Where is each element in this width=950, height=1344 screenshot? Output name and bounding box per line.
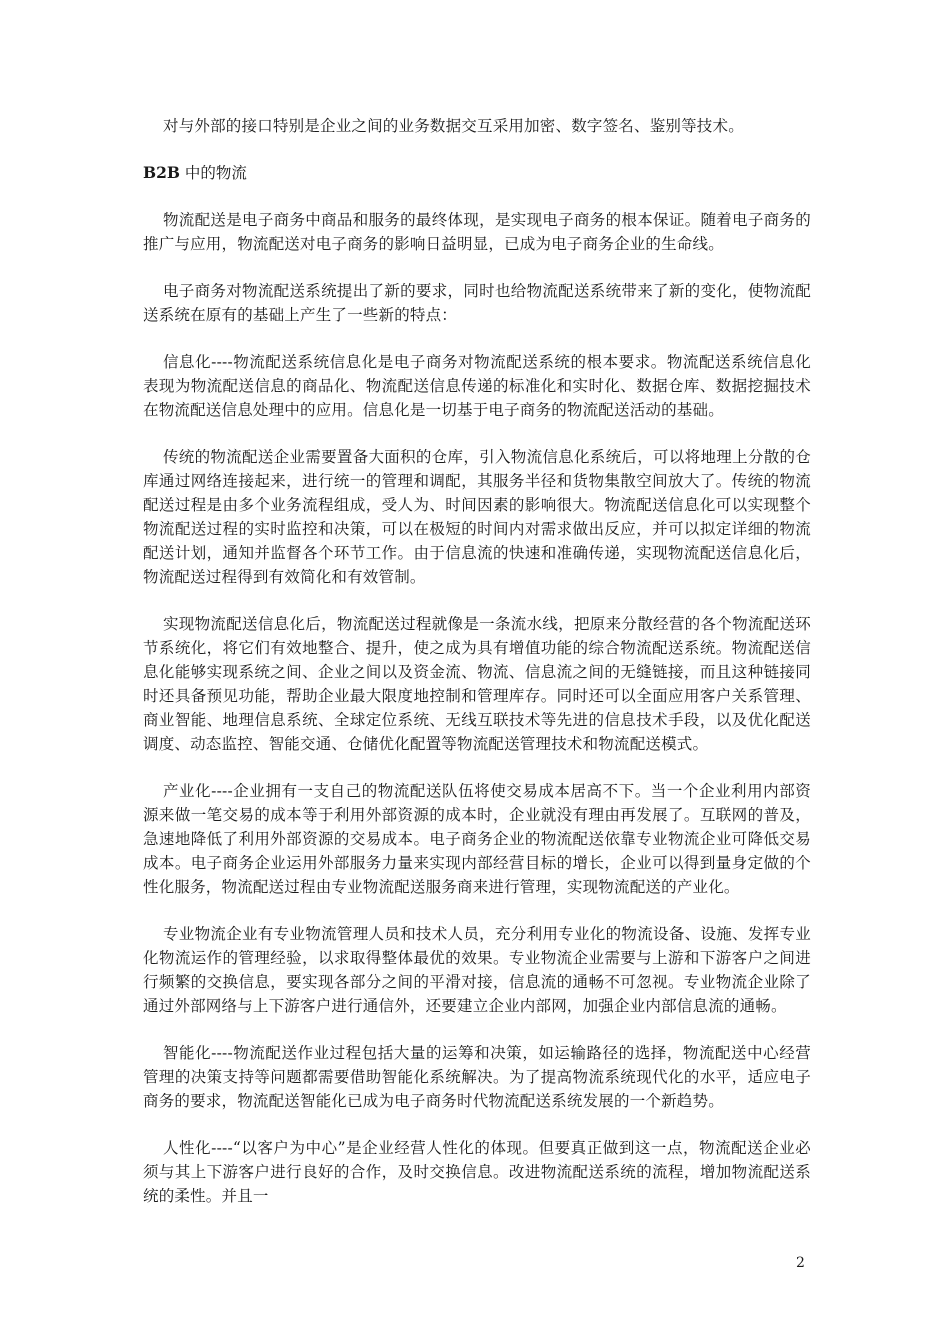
document-page [143,114,811,1231]
page-number: 2 [796,1255,805,1271]
paragraph: 传统的物流配送企业需要置备大面积的仓库，引入物流信息化系统后，可以将地理上分散的仓库通过网络连接起来，进行统一的管理和调配，其服务半径和货物集散空间放大了。传统的物流配送过程是由多个业务流程组成，受人为、时间因素的影响很大。物流配送信息化可以实现整个物流配送过程的实时监控和决策，可以在极短的时间内对需求做出反应，并可以拟定详细的物流配送计划，通知并监督各个环节工作。由于信息流的快速和准确传递，实现物流配送信息化后，物流配送过程得到有效简化和有效管制。 [143,448,811,586]
section-heading-bold: B2B [143,163,180,182]
paragraph: 产业化----企业拥有一支自己的物流配送队伍将使交易成本居高不下。当一个企业利用内部资源来做一笔交易的成本等于利用外部资源的成本时，企业就没有理由再发展了。互联网的普及，急速地降低了利用外部资源的交易成本。电子商务企业的物流配送依靠专业物流企业可降低交易成本。电子商务企业运用外部服务力量来实现内部经营目标的增长，企业可以得到量身定做的个性化服务，物流配送过程由专业物流配送服务商来进行管理，实现物流配送的产业化。 [143,782,811,896]
paragraph: 实现物流配送信息化后，物流配送过程就像是一条流水线，把原来分散经营的各个物流配送环节系统化，将它们有效地整合、提升，使之成为具有增值功能的综合物流配送系统。物流配送信息化能够实现系统之间、企业之间以及资金流、物流、信息流之间的无缝链接，而且这种链接同时还具备预见功能，帮助企业最大限度地控制和管理库存。同时还可以全面应用客户关系管理、商业智能、地理信息系统、全球定位系统、无线互联技术等先进的信息技术手段，以及优化配送调度、动态监控、智能交通、仓储优化配置等物流配送管理技术和物流配送模式。 [143,615,811,753]
paragraph: 物流配送是电子商务中商品和服务的最终体现，是实现电子商务的根本保证。随着电子商务的推广与应用，物流配送对电子商务的影响日益明显，已成为电子商务企业的生命线。 [143,211,811,253]
paragraph: 人性化----“以客户为中心”是企业经营人性化的体现。但要真正做到这一点，物流配送企业必须与其上下游客户进行良好的合作，及时交换信息。改进物流配送系统的流程，增加物流配送系统的柔性。并且一 [143,1139,811,1205]
paragraph-intro: 对与外部的接口特别是企业之间的业务数据交互采用加密、数字签名、鉴别等技术。 [163,117,744,135]
paragraph: 专业物流企业有专业物流管理人员和技术人员，充分利用专业化的物流设备、设施、发挥专业化物流运作的管理经验，以求取得整体最优的效果。专业物流企业需要与上游和下游客户之间进行频繁的交换信息，要实现各部分之间的平滑对接，信息流的通畅不可忽视。专业物流企业除了通过外部网络与上下游客户进行通信外，还要建立企业内部网，加强企业内部信息流的通畅。 [143,925,811,1015]
section-heading-rest: 中的物流 [180,164,247,182]
paragraph: 电子商务对物流配送系统提出了新的要求，同时也给物流配送系统带来了新的变化，使物流配送系统在原有的基础上产生了一些新的特点： [143,282,811,324]
paragraph: 智能化----物流配送作业过程包括大量的运筹和决策，如运输路径的选择，物流配送中心经营管理的决策支持等问题都需要借助智能化系统解决。为了提高物流系统现代化的水平，适应电子商务的要求，物流配送智能化已成为电子商务时代物流配送系统发展的一个新趋势。 [143,1044,811,1110]
section-heading [143,161,811,185]
paragraph: 信息化----物流配送系统信息化是电子商务对物流配送系统的根本要求。物流配送系统信息化表现为物流配送信息的商品化、物流配送信息传递的标准化和实时化、数据仓库、数据挖掘技术在物流配送信息处理中的应用。信息化是一切基于电子商务的物流配送活动的基础。 [143,353,811,419]
